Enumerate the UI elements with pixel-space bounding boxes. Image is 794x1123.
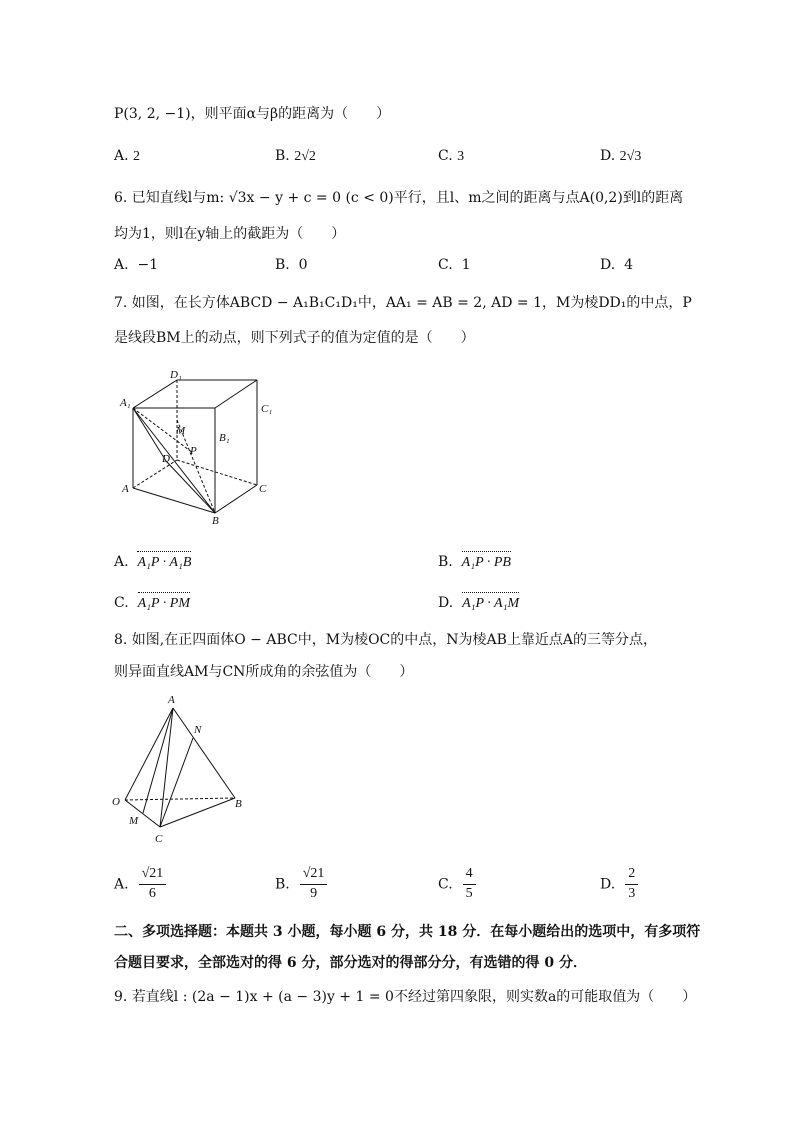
q7-option-c[interactable]: C. A₁P · PM	[114, 595, 191, 611]
q7-stem-line2: 是线段BM上的动点，则下列式子的值为定值的是（ ）	[114, 330, 475, 346]
q6-option-c[interactable]: C. 1	[438, 257, 471, 273]
q9-stem-line1: 9. 若直线l : (2a − 1)x + (a − 3)y + 1 = 0不经过第四象限，则实数a的可能取值为（ ）	[114, 989, 697, 1005]
q8-label-b: B	[235, 798, 242, 810]
q8-label-o: O	[112, 796, 120, 808]
q7-stem-line1: 7. 如图，在长方体ABCD − A₁B₁C₁D₁中，AA₁ = AB = 2, AD = 1，M为棱DD₁的中点，P	[114, 295, 692, 311]
q7-label-p: P	[190, 445, 197, 457]
q8-option-c[interactable]: C. $\frac{4}{5}$	[438, 866, 476, 903]
q8-label-a: A	[168, 694, 175, 706]
q8-stem-line2: 则异面直线AM与CN所成角的余弦值为（ ）	[114, 664, 414, 680]
q7-label-b: B	[212, 515, 219, 527]
q7-option-b[interactable]: B. A₁P · PB	[438, 554, 511, 570]
section2-heading-line1: 二、多项选择题：本题共 3 小题，每小题 6 分，共 18 分．在每小题给出的选项中，有多项符	[114, 924, 701, 940]
q7-label-c: C	[259, 483, 267, 495]
q6-option-d[interactable]: D. 4	[600, 257, 634, 273]
q7-label-c1: C₁	[261, 403, 273, 415]
q6-stem-line2: 均为1，则l在y轴上的截距为（ ）	[114, 226, 346, 242]
q5-option-c[interactable]: C. 3	[438, 148, 465, 164]
q5-option-b[interactable]: B. 2√2	[275, 148, 316, 164]
q8-option-d[interactable]: D. $\frac{2}{3}$	[600, 866, 638, 903]
q8-option-b[interactable]: B. $\frac{√21}{9}$	[275, 866, 327, 903]
q5-option-a[interactable]: A. 2	[114, 148, 141, 164]
q5-option-d[interactable]: D. 2√3	[600, 148, 642, 164]
q7-label-a: A	[122, 483, 129, 495]
q6-option-b[interactable]: B. 0	[275, 257, 308, 273]
q6-option-a[interactable]: A. −1	[114, 257, 159, 273]
q7-label-b1: B₁	[219, 432, 230, 444]
q7-label-d: D	[162, 453, 170, 465]
q7-label-a1: A₁	[120, 397, 131, 409]
section2-heading-line2: 合题目要求，全部选对的得 6 分，部分选对的得部分分，有选错的得 0 分．	[114, 955, 587, 971]
q5-stem-tail: P(3, 2, −1)，则平面α与β的距离为（ ）	[114, 106, 391, 122]
q7-option-a[interactable]: A. A₁P · A₁B	[114, 554, 192, 570]
q8-stem-line1: 8. 如图,在正四面体O − ABC中，M为棱OC的中点，N为棱AB上靠近点A的三等分点，	[114, 632, 658, 648]
q6-stem-line1: 6. 已知直线l与m: √3x − y + c = 0 (c < 0)平行，且l、m之间的距离与点A(0,2)到l的距离	[114, 190, 684, 206]
q8-label-m: M	[129, 815, 139, 827]
q7-option-d[interactable]: D. A₁P · A₁M	[438, 595, 520, 611]
q7-label-m: M	[176, 425, 186, 437]
q8-option-a[interactable]: A. $\frac{√21}{6}$	[114, 866, 166, 903]
q8-label-n: N	[194, 724, 202, 736]
q7-cuboid-figure	[115, 365, 285, 530]
q8-label-c: C	[155, 833, 163, 845]
q8-tetrahedron-figure	[110, 690, 260, 850]
q7-label-d1: D₁	[170, 369, 182, 381]
